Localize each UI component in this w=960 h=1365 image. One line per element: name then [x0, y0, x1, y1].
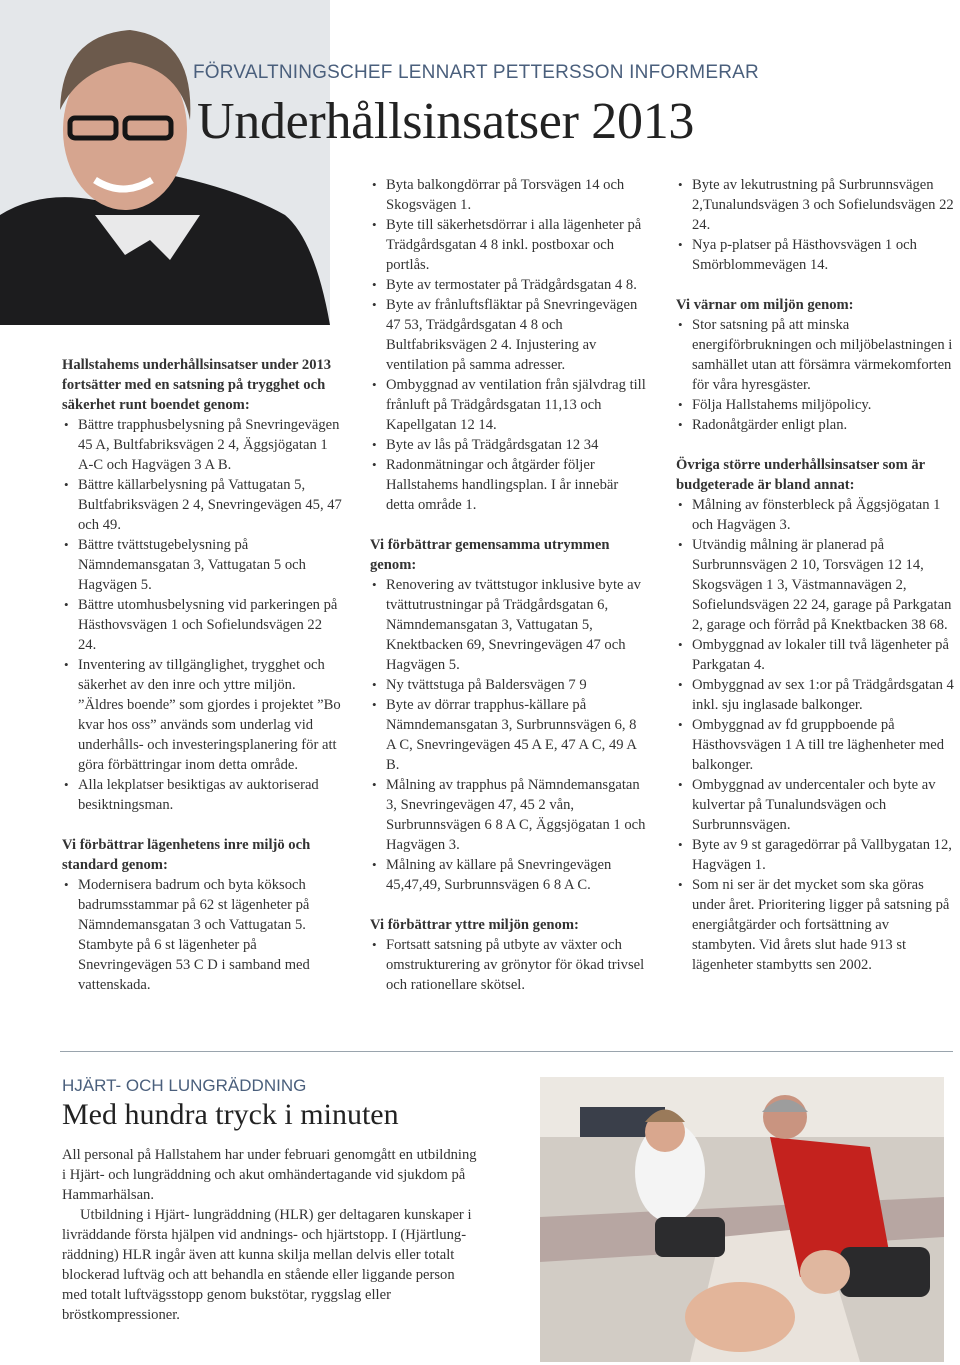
list-item: • Bättre utomhusbelysning vid parkeringen på Hästhovsvägen 1 och Sofielundsvägen 22 24. [62, 595, 342, 655]
list-item: • Alla lekplatser besiktigas av auktoriserad besiktningsman. [62, 775, 342, 815]
col1-intro: Hallstahems underhållsinsatser under 2013 fortsätter med en satsning på trygghet och säkerhet runt boendet genom: [62, 357, 332, 413]
list-item: • Som ni ser är det mycket som ska göras under året. Prioritering ligger på satsning på energiåtgärder och fortsättning av stambyten. Vid årets slut hade 913 st lägenheter stambytts sen 2002. [676, 875, 954, 975]
col2-list-3 [370, 935, 648, 995]
list-item: • Ombyggnad av fd gruppboende på Hästhovsvägen 1 A till tre läghenheter med balkonger. [676, 715, 954, 775]
list-item: • Byte av lås på Trädgårdsgatan 12 34 [370, 435, 648, 455]
col3-heading-2: Vi värnar om miljön genom: [676, 297, 854, 313]
column-2 [370, 175, 648, 995]
portrait-photo [0, 0, 330, 325]
list-item: • Ombyggnad av sex 1:or på Trädgårdsgatan 4 inkl. sju inglasade balkonger. [676, 675, 954, 715]
list-item: • Fortsatt satsning på utbyte av växter och omstrukturering av grönytor för ökad trivsel och rationellare skötsel. [370, 935, 648, 995]
section2-body [62, 1145, 482, 1325]
col3-list-3 [676, 495, 954, 975]
list-item: • Radonmätningar och åtgärder följer Hallstahems handlingsplan. I år innebär detta område 1. [370, 455, 648, 515]
col2-heading-3: Vi förbättrar yttre miljön genom: [370, 917, 579, 933]
list-item: • Ombyggnad av undercentaler och byte av kulvertar på Tunalundsvägen och Surbrunnsvägen. [676, 775, 954, 835]
list-item: • Bättre trapphusbelysning på Snevringevägen 45 A, Bultfabriksvägen 2 4, Äggsjögatan 1 A-C och Hagvägen 3 A B. [62, 415, 342, 475]
list-item: • Ombyggnad av lokaler till två lägenheter på Parkgatan 4. [676, 635, 954, 675]
list-item: • Byte av dörrar trapphus-källare på Nämndemansgatan 3, Surbrunnsvägen 6, 8 A C, Snevringevägen 45 A E, 47 A C, 49 A B. [370, 695, 648, 775]
list-item: • Radonåtgärder enligt plan. [676, 415, 954, 435]
col3-heading-3: Övriga större underhållsinsatser som är budgeterade är bland annat: [676, 457, 925, 493]
column-1 [62, 355, 342, 995]
col2-list-2 [370, 575, 648, 895]
article-kicker: FÖRVALTNINGSCHEF LENNART PETTERSSON INFORMERAR [193, 62, 759, 83]
column-3 [676, 175, 954, 975]
section-divider [60, 1051, 953, 1052]
section2-title: Med hundra tryck i minuten [62, 1098, 399, 1131]
list-item: • Byte till säkerhetsdörrar i alla lägenheter på Trädgårdsgatan 4 8 inkl. postboxar och portlås. [370, 215, 648, 275]
list-item: • Bättre källarbelysning på Vattugatan 5, Bultfabriksvägen 2 4, Snevringevägen 45, 47 och 49. [62, 475, 342, 535]
list-item: • Stor satsning på att minska energiförbrukningen och miljöbelastningen i samhället utan att försämra värmekomforten för våra hyresgäster. [676, 315, 954, 395]
list-item: • Inventering av tillgänglighet, trygghet och säkerhet av den inre och yttre miljön. ”Äldres boende” som gjordes i projektet ”Bo kvar hos oss” används som underlag vid underhålls- och investeringsplanering för att göra förbättringar inom detta område. [62, 655, 342, 775]
list-item: • Målning av källare på Snevringevägen 45,47,49, Surbrunnsvägen 6 8 A C. [370, 855, 648, 895]
list-item: • Byte av 9 st garagedörrar på Vallbygatan 12, Hagvägen 1. [676, 835, 954, 875]
col1-heading-2: Vi förbättrar lägenhetens inre miljö och standard genom: [62, 837, 311, 873]
list-item: • Renovering av tvättstugor inklusive byte av tvättutrustningar på Trädgårdsgatan 6, Nämndemansgatan 3, Vattugatan 5, Knektbacken 69, Snevringevägen 47 och Hagvägen 5. [370, 575, 648, 675]
col2-heading-2: Vi förbättrar gemensamma utrymmen genom: [370, 537, 610, 573]
list-item: • Byta balkongdörrar på Torsvägen 14 och Skogsvägen 1. [370, 175, 648, 215]
list-item: • Ombyggnad av ventilation från självdrag till frånluft på Trädgårdsgatan 11,13 och Kapellgatan 12 14. [370, 375, 648, 435]
list-item: • Bättre tvättstugebelysning på Nämndemansgatan 3, Vattugatan 5 och Hagvägen 5. [62, 535, 342, 595]
col1-list-1 [62, 415, 342, 815]
list-item: • Ny tvättstuga på Baldersvägen 7 9 [370, 675, 648, 695]
section2-kicker: HJÄRT- OCH LUNGRÄDDNING [62, 1076, 307, 1095]
section2-paragraph-1: All personal på Hallstahem har under februari genomgått en utbildning i Hjärt- och lungräddning och akut omhändertagande vid sjukdom på Hammarhälsan. [62, 1147, 477, 1203]
list-item: • Byte av lekutrustning på Surbrunnsvägen 2,Tunalundsvägen 3 och Sofielundsvägen 22 24. [676, 175, 954, 235]
col3-list-1 [676, 175, 954, 275]
article-title: Underhållsinsatser 2013 [197, 93, 695, 150]
list-item: • Utvändig målning är planerad på Surbrunnsvägen 2 10, Torsvägen 12 14, Skogsvägen 1 3, Västmannavägen 2, Sofielundsvägen 22 24, garage på Parkgatan 2, garage och förråd på Knektbacken 38 68. [676, 535, 954, 635]
list-item: • Nya p-platser på Hästhovsvägen 1 och Smörblommevägen 14. [676, 235, 954, 275]
list-item: • Följa Hallstahems miljöpolicy. [676, 395, 954, 415]
section2-paragraph-2: Utbildning i Hjärt- lungräddning (HLR) ger deltagaren kunskaper i livräddande första hjälpen vid andnings- och hjärtstopp. I (Hjärtlung-räddning) HLR ingår även att kunna skilja mellan delvis eller totalt blockerad luftväg och att behandla en stående eller liggande person med totalt luftvägsstopp genom bukstötar, ryggslag eller bröstkompressioner. [62, 1207, 472, 1323]
list-item: • Målning av fönsterbleck på Äggsjögatan 1 och Hagvägen 3. [676, 495, 954, 535]
list-item: • Byte av termostater på Trädgårdsgatan 4 8. [370, 275, 648, 295]
list-item: • Modernisera badrum och byta köksoch badrumsstammar på 62 st lägenheter på Nämndemansgatan 3 och Vattugatan 5. Stambyte på 6 st lägenheter på Snevringevägen 53 C D i samband med vattenskada. [62, 875, 342, 995]
col3-list-2 [676, 315, 954, 435]
col2-list-1 [370, 175, 648, 515]
list-item: • Byte av frånluftsfläktar på Snevringevägen 47 53, Trädgårdsgatan 4 8 och Bultfabriksvägen 2 4. Injustering av ventilation på samma adresser. [370, 295, 648, 375]
list-item: • Målning av trapphus på Nämndemansgatan 3, Snevringevägen 47, 45 2 vån, Surbrunnsvägen 6 8 A C, Äggsjögatan 1 och Hagvägen 3. [370, 775, 648, 855]
col1-list-2 [62, 875, 342, 995]
cpr-training-photo [540, 1077, 944, 1362]
